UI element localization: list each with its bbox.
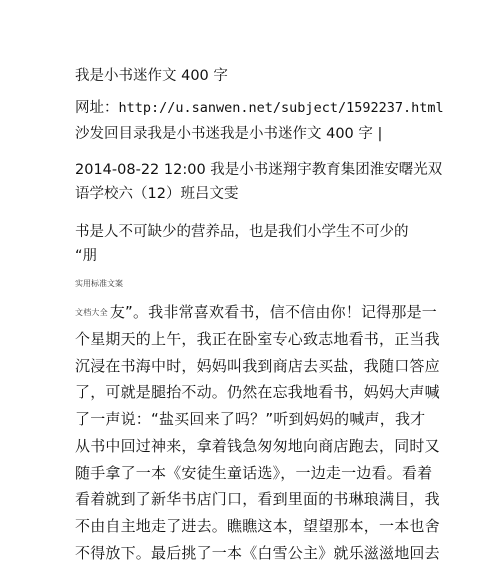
body-line: 不得放下。最后挑了一本《白雪公主》就乐滋滋地回去: [75, 544, 440, 562]
body-line: 了一声说：“盐买回来了吗？”听到妈妈的喊声，我才: [75, 410, 426, 428]
doc-label-inline: 文档大全: [75, 308, 108, 317]
meta-line-1: 2014-08-22 12:00 我是小书迷翔宇教育集团淮安曙光双: [75, 162, 443, 178]
body-line: 从书中回过神来，拿着钱急匆匆地向商店跑去，同时又: [75, 437, 440, 455]
meta-line-2: 语学校六（12）班吕文雯: [75, 186, 239, 202]
body-line: 了，可就是腿抬不动。仍然在忘我地看书，妈妈大声喊: [75, 383, 440, 401]
intro-line-1: 书是人不可缺少的营养品，也是我们小学生不可少的: [75, 224, 409, 240]
body-line: 看着就到了新华书店门口，看到里面的书琳琅满目，我: [75, 490, 440, 508]
intro-line-2: “朋: [75, 248, 98, 264]
body-line-text: 友”。我非常喜欢看书，信不信由你！记得那是一: [109, 303, 437, 321]
body-line: 随手拿了一本《安徒生童话选》，一边走一边看。看着: [75, 464, 433, 482]
header-label: 实用标准文案: [75, 279, 123, 288]
nav-line: 沙发回目录我是小书迷我是小书迷作文 400 字 |: [75, 126, 383, 142]
url-label: 网址：: [75, 100, 119, 116]
url-line: [75, 98, 444, 118]
url-link[interactable]: http://u.sanwen.net/subject/1592237.html: [118, 100, 444, 116]
body-line: 不由自主地走了进去。瞧瞧这本，望望那本，一本也舍: [75, 517, 440, 535]
document-title: 我是小书迷作文 400 字: [75, 68, 228, 84]
body-line: 沉浸在书海中时，妈妈叫我到商店去买盐，我随口答应: [75, 357, 440, 375]
body-line: 个星期天的上午，我正在卧室专心致志地看书，正当我: [75, 330, 440, 348]
body-line: [75, 302, 437, 323]
